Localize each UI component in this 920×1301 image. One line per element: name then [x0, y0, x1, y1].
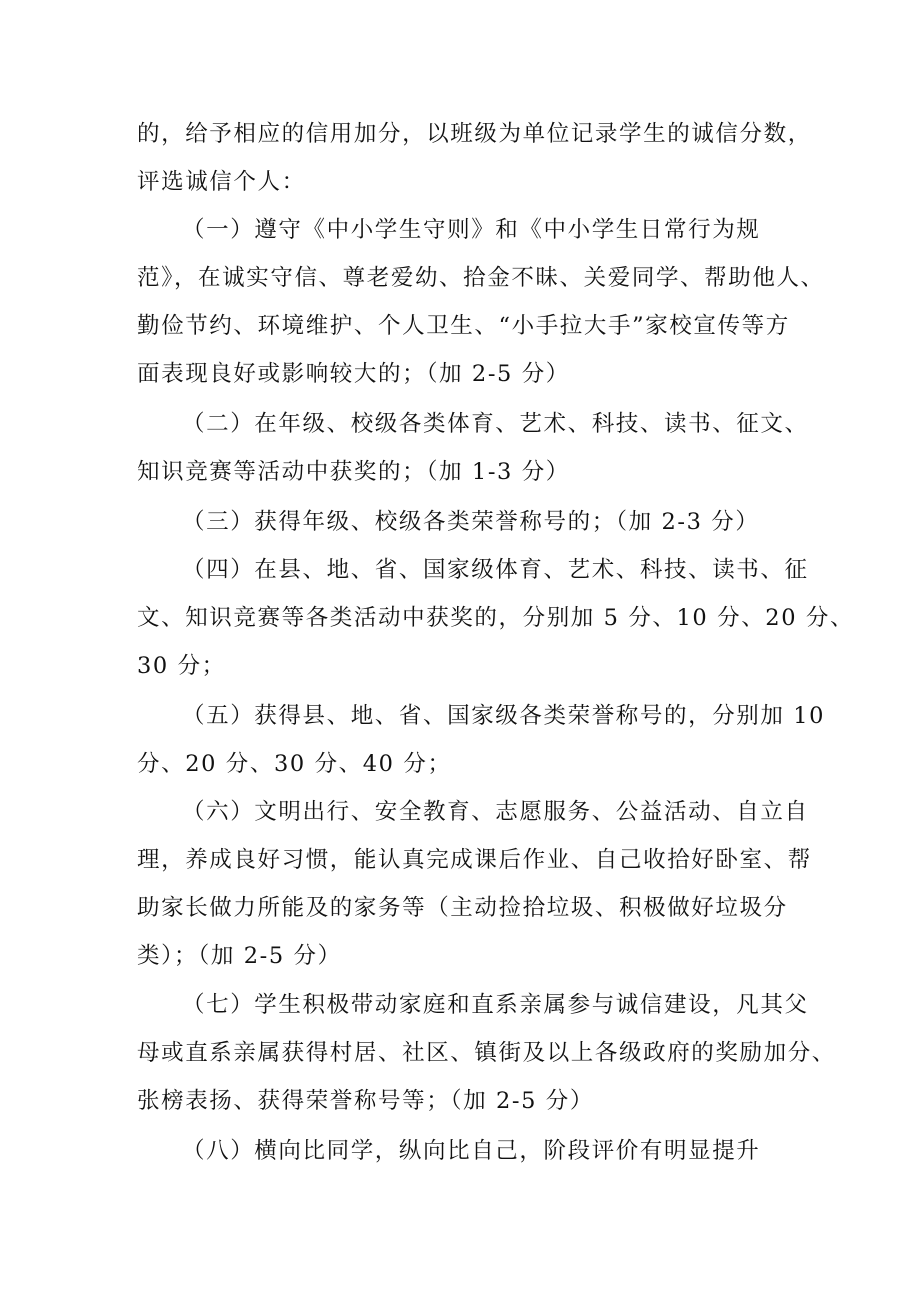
item-4-line-3: 30 分； — [137, 653, 226, 679]
text-line-2: 评选诚信个人： — [137, 169, 306, 195]
item-1-line-2: 范》，在诚实守信、尊老爱幼、拾金不昧、关爱同学、帮助他人、 — [137, 265, 825, 291]
item-7-line-3: 张榜表扬、获得荣誉称号等；（加 2-5 分） — [137, 1088, 594, 1114]
item-6-line-2: 理，养成良好习惯，能认真完成课后作业、自己收拾好卧室、帮 — [137, 847, 812, 873]
item-6-line-1: （六）文明出行、安全教育、志愿服务、公益活动、自立自 — [182, 799, 809, 825]
item-7-line-2: 母或直系亲属获得村居、社区、镇街及以上各级政府的奖励加分、 — [137, 1040, 836, 1066]
item-6-line-4: 类）；（加 2-5 分） — [137, 943, 342, 969]
item-6-line-3: 助家长做力所能及的家务等（主动捡拾垃圾、积极做好垃圾分 — [137, 895, 788, 921]
item-3-line-1: （三）获得年级、校级各类荣誉称号的；（加 2-3 分） — [182, 509, 760, 535]
item-5-line-2: 分、20 分、30 分、40 分； — [137, 751, 452, 777]
item-2-line-2: 知识竞赛等活动中获奖的；（加 1-3 分） — [137, 459, 570, 485]
item-5-line-1: （五）获得县、地、省、国家级各类荣誉称号的，分别加 10 — [182, 703, 826, 729]
item-8-line-1: （八）横向比同学，纵向比自己，阶段评价有明显提升 — [182, 1138, 761, 1164]
item-4-line-2: 文、知识竞赛等各类活动中获奖的，分别加 5 分、10 分、20 分、 — [137, 605, 855, 631]
item-7-line-1: （七）学生积极带动家庭和直系亲属参与诚信建设，凡其父 — [182, 992, 809, 1018]
item-1-line-1: （一）遵守《中小学生守则》和《中小学生日常行为规 — [182, 217, 761, 243]
item-2-line-1: （二）在年级、校级各类体育、艺术、科技、读书、征文、 — [182, 411, 809, 437]
text-line-1: 的，给予相应的信用加分，以班级为单位记录学生的诚信分数， — [137, 121, 812, 147]
item-4-line-1: （四）在县、地、省、国家级体育、艺术、科技、读书、征 — [182, 557, 809, 583]
item-1-line-3: 勤俭节约、环境维护、个人卫生、“小手拉大手”家校宣传等方 — [137, 313, 790, 339]
item-1-line-4: 面表现良好或影响较大的；（加 2-5 分） — [137, 361, 570, 387]
